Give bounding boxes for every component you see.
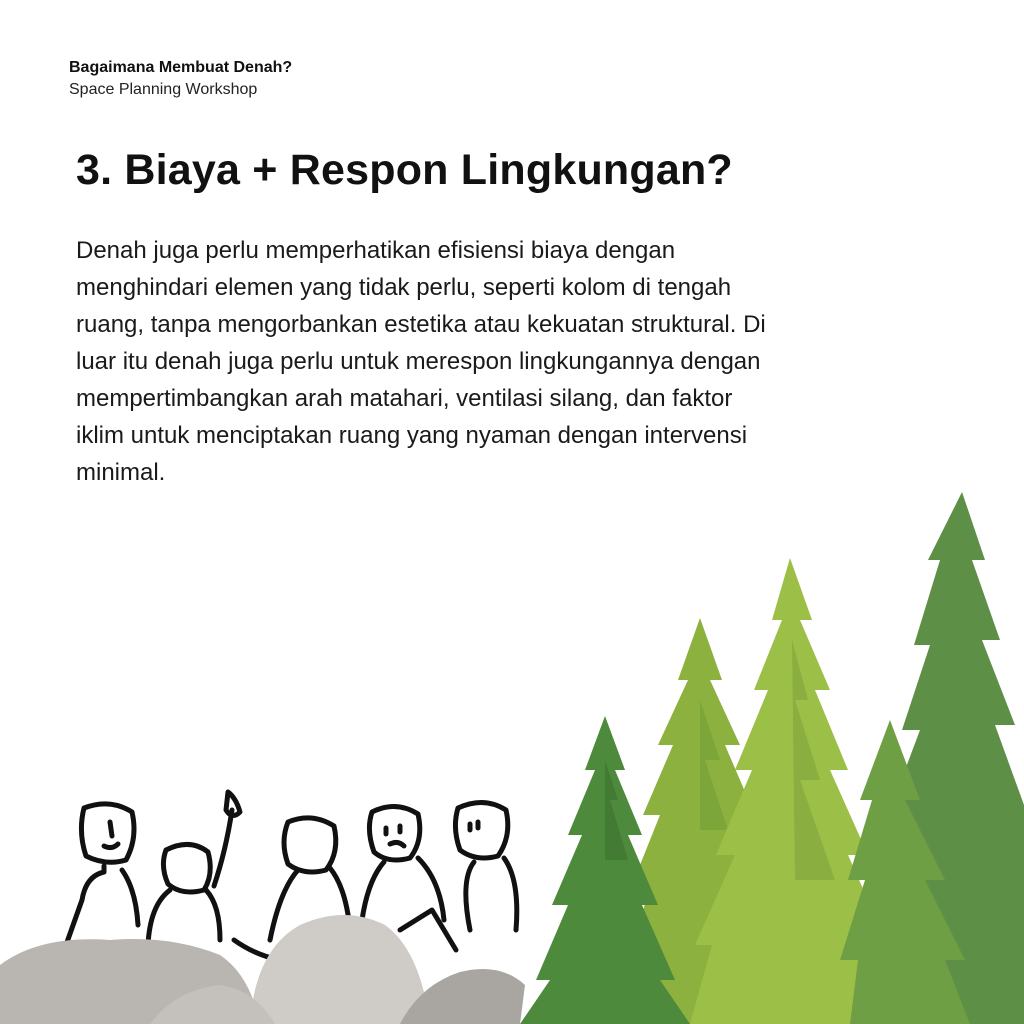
slide-title: 3. Biaya + Respon Lingkungan? — [76, 146, 733, 194]
series-title: Bagaimana Membuat Denah? — [69, 59, 293, 76]
slide-body: Denah juga perlu memperhatikan efisiensi biaya dengan menghindari elemen yang tidak perlu, seperti kolom di tengah ruang, tanpa mengorbankan estetika atau kekuatan struktural. Di luar itu denah juga perlu untuk merespon lingkungannya dengan mempertimbangkan arah matahari, ventilasi silang, dan faktor iklim untuk menciptakan ruang yang nyaman dengan intervensi minimal. — [76, 237, 766, 486]
forest-people-illustration — [0, 480, 1024, 1024]
series-subtitle: Space Planning Workshop — [69, 81, 258, 98]
series-header — [69, 58, 292, 102]
